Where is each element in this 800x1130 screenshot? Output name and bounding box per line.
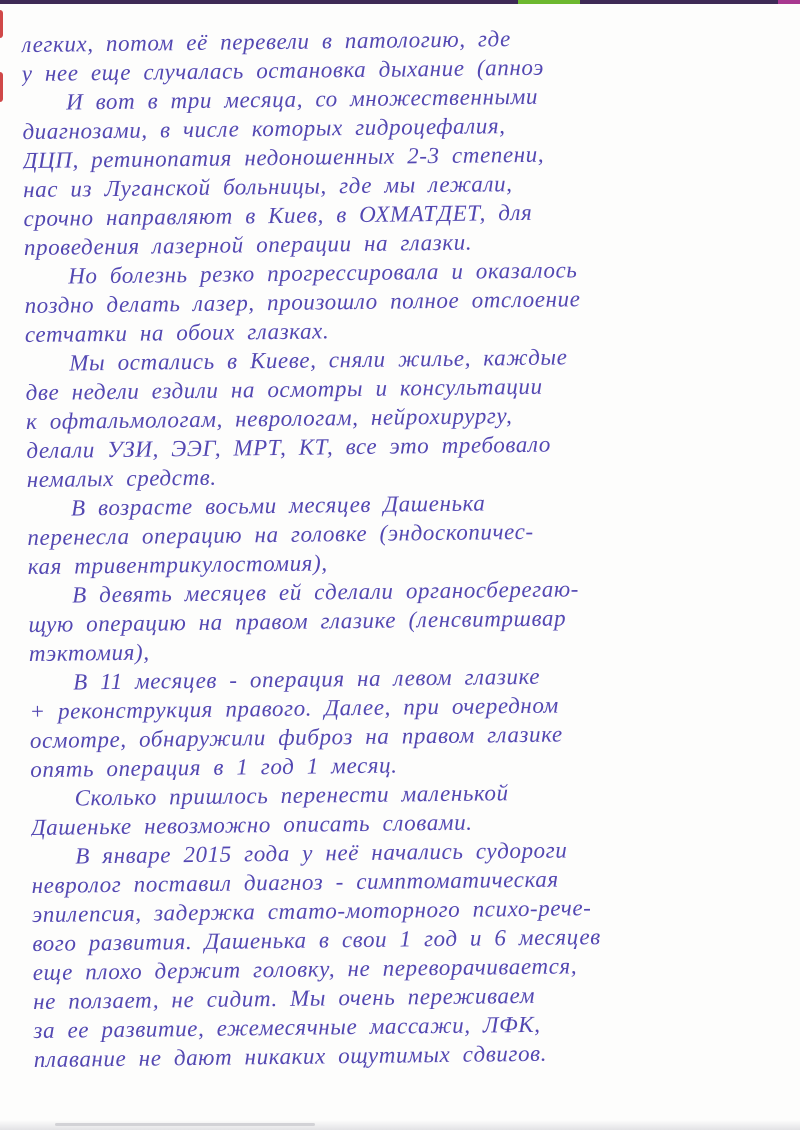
handwritten-line: диагнозами, в числе которых гидроцефалия, [22, 113, 506, 145]
handwritten-line: Мы остались в Киеве, сняли жилье, каждые [69, 344, 568, 376]
handwritten-line: делали УЗИ, ЭЭГ, МРТ, КТ, все это требовало [26, 431, 552, 464]
handwritten-line: срочно направляют в Киев, в ОХМАТДЕТ, для [23, 199, 533, 232]
handwritten-line: Дашеньке невозможно описать словами. [30, 809, 473, 841]
handwritten-line: немалых средств. [26, 464, 217, 493]
handwritten-line: у нее еще случалась остановка дыхание (апноэ [21, 54, 545, 87]
handwritten-line: поздно делать лазер, произошло полное отслоение [24, 286, 581, 319]
handwritten-line: эпилепсия, задержка стато-моторного психо-рече- [31, 895, 592, 928]
handwritten-line: нас из Луганской больницы, где мы лежали, [23, 171, 513, 203]
handwritten-line: + реконструкция правого. Далее, при очередном [29, 692, 560, 725]
handwritten-line: вого развития. Дашенька в свои 1 год и 6 месяцев [32, 924, 601, 957]
handwritten-line: В девять месяцев ей сделали органосберегаю- [71, 576, 580, 608]
scan-artifact-red-mark [0, 10, 3, 38]
scan-artifact-magenta-segment [778, 0, 800, 4]
handwritten-line: В январе 2015 года у неё начались судороги [75, 837, 568, 869]
scan-edge-bottom-smudge [55, 1123, 315, 1126]
handwritten-line: легких, потом её перевели в патологию, где [21, 26, 512, 58]
handwritten-line: Но болезнь резко прогрессировала и оказалось [68, 257, 578, 289]
handwritten-line: ДЦП, ретинопатия недоношенных 2-3 степени, [22, 141, 545, 174]
handwritten-line: две недели ездили на осмотры и консультации [25, 373, 543, 406]
handwritten-line: к офтальмологам, неврологам, нейрохирургу, [25, 403, 513, 435]
handwritten-line: опять операция в 1 год 1 месяц. [30, 752, 398, 783]
handwritten-line: щую операцию на правом глазике (ленсвитршвар [28, 605, 567, 638]
handwritten-line: осмотре, обнаружили фиброз на правом глазике [29, 721, 563, 754]
handwritten-line: В 11 месяцев - операция на левом глазике [73, 663, 541, 695]
handwritten-line: невролог поставил диагноз - симптоматическая [31, 866, 559, 899]
handwritten-line: еще плохо держит головку, не переворачивается, [32, 953, 578, 986]
handwritten-letter-text [21, 20, 800, 1074]
handwritten-line: сетчатки на обоих глазках. [24, 318, 330, 348]
handwritten-line: проведения лазерной операции на глазки. [23, 229, 473, 261]
scan-artifact-red-mark [0, 72, 3, 102]
handwritten-line: не ползает, не сидит. Мы очень переживаем [32, 982, 536, 1015]
handwritten-line: тэктомия), [28, 639, 150, 667]
handwritten-line: Сколько пришлось перенести маленькой [74, 780, 509, 811]
handwritten-line: плавание не дают никаких ощутимых сдвигов. [33, 1040, 548, 1073]
handwritten-line: кая тривентрикулостомия), [27, 550, 328, 580]
scan-artifact-green-segment [518, 0, 580, 4]
handwritten-line: И вот в три месяца, со множественными [65, 83, 539, 115]
handwritten-line: за ее развитие, ежемесячные массажи, ЛФК, [33, 1011, 541, 1044]
handwritten-line: перенесла операцию на головке (эндоскопичес- [27, 518, 534, 551]
handwritten-line: В возрасте восьми месяцев Дашенька [70, 490, 486, 521]
scan-edge-top-line [0, 0, 800, 4]
